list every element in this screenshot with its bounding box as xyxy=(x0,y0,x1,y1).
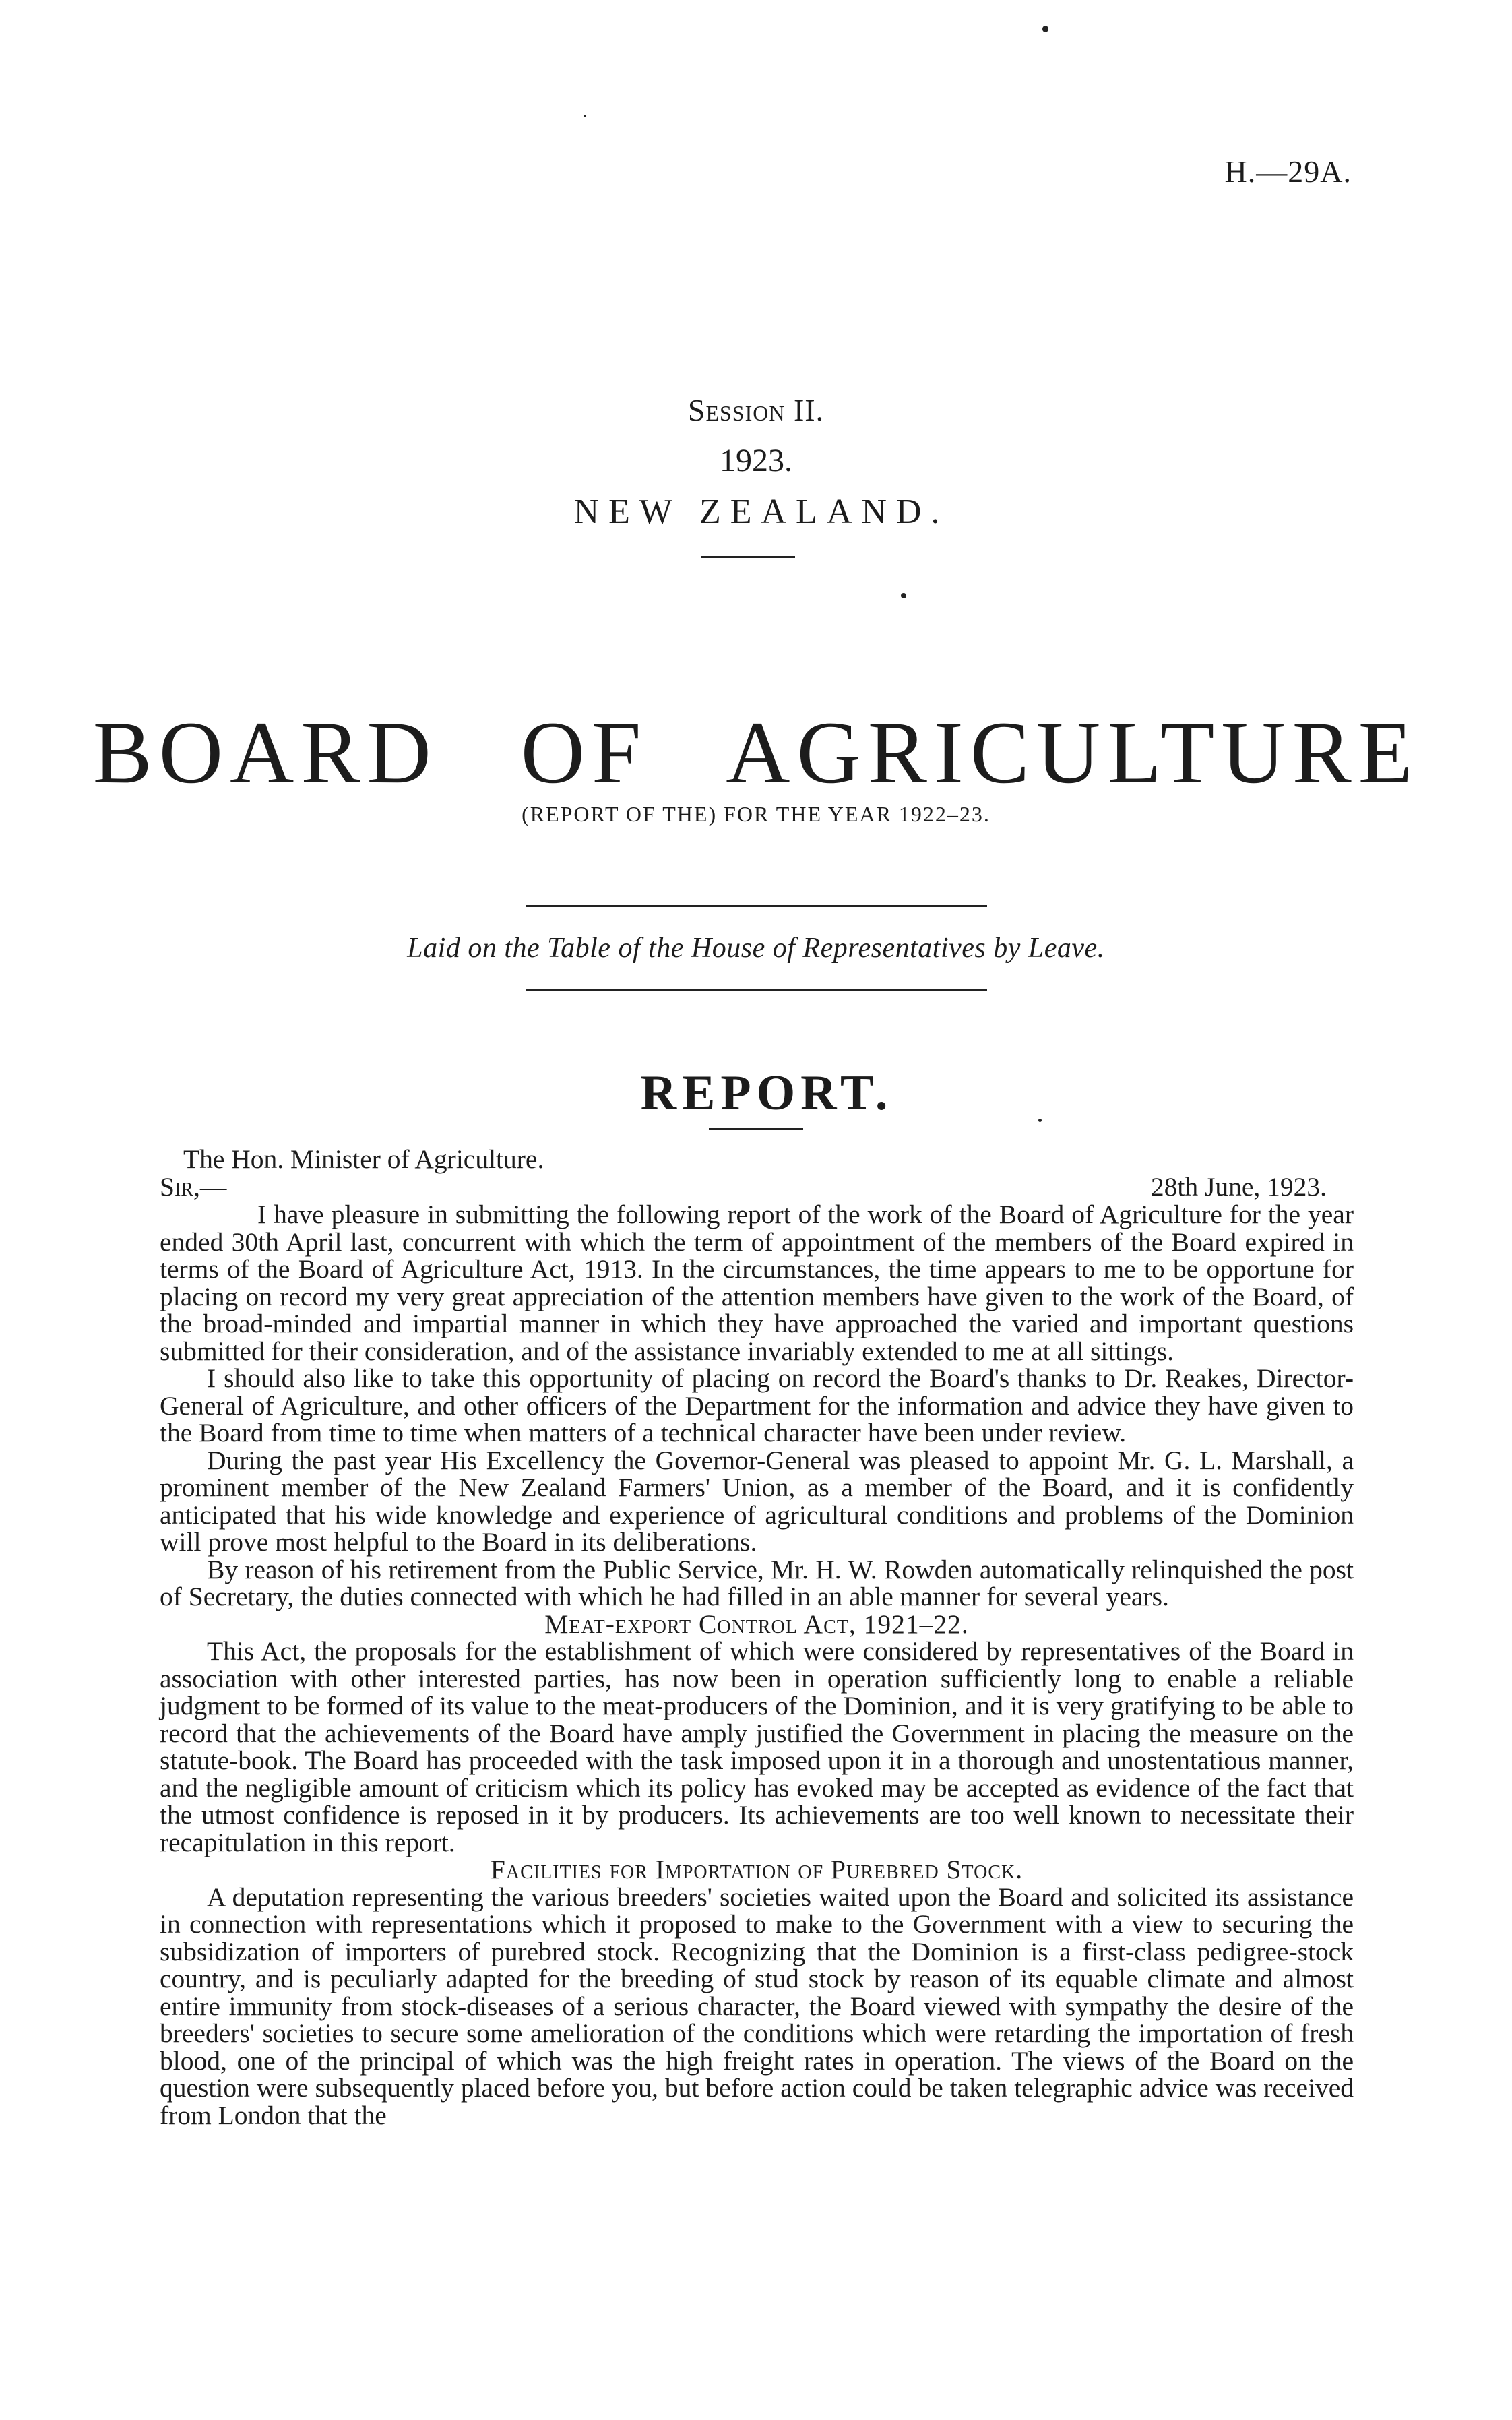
report-body xyxy=(160,1201,1354,2129)
print-speck xyxy=(1042,26,1048,32)
section-heading: Meat-export Control Act, 1921–22. xyxy=(544,1609,969,1639)
paragraph: This Act, the proposals for the establishment of which were considered by representatives of the Board in association with other interested parties, has now been in operation sufficiently long to enable a reliable judgment to be formed of its value to the meat-producers of the Dominion, and it is very gratifying to be able to record that the achievements of the Board have amply justified the Government in placing the measure on the statute-book. The Board has proceeded with the task imposed upon it in a thorough and unostentatious manner, and the negligible amount of criticism which its policy has evoked may be accepted as evidence of the fact that the utmost confidence is reposed in it by producers. Its achievements are too well known to necessitate their recapitulation in this report. xyxy=(160,1636,1354,1857)
paragraph: I have pleasure in submitting the following report of the work of the Board of Agriculture for the year ended 30th April last, concurrent with which the term of appointment of the members of the Board expired in terms of the Board of Agriculture Act, 1913. In the circumstances, the time appears to me to be opportune for placing on record my very great appreciation of the attention members have given to the work of the Board, of the broad-minded and impartial manner in which they have approached the varied and important questions submitted for their consideration, and of the assistance invariably extended to me at all sittings. xyxy=(160,1200,1354,1366)
main-title: BOARD OF AGRICULTURE xyxy=(92,703,1420,802)
print-speck xyxy=(901,593,906,598)
addressee: The Hon. Minister of Agriculture. xyxy=(183,1144,544,1174)
subtitle: (REPORT OF THE) FOR THE YEAR 1922–23. xyxy=(522,802,990,826)
laid-on-table-note: Laid on the Table of the House of Representatives by Leave. xyxy=(407,933,1105,964)
report-title: REPORT. xyxy=(640,1065,893,1121)
paragraph: I should also like to take this opportunity of placing on record the Board's thanks to Dr. Reakes, Director-General of Agriculture, and other officers of the Department for the information and advice they have given to the Board from time to time when matters of a technical character have been under review. xyxy=(160,1363,1354,1448)
session-label: Session II. xyxy=(687,393,825,427)
print-speck xyxy=(584,115,586,117)
divider xyxy=(701,556,795,558)
country-label: NEW ZEALAND. xyxy=(573,493,949,531)
paragraph: During the past year His Excellency the Governor-General was pleased to appoint Mr. G. L. Marshall, a prominent member of the New Zealand Farmers' Union, as a member of the Board, and it is confidently anticipated that his wide knowledge and experience of agricultural conditions and problems of the Dominion will prove most helpful to the Board in its deliberations. xyxy=(160,1445,1354,1557)
address-block xyxy=(160,1146,1354,1200)
section-heading: Facilities for Importation of Purebred Stock. xyxy=(490,1855,1023,1884)
divider xyxy=(526,905,987,907)
document-reference: H.—29A. xyxy=(1224,154,1352,189)
letter-date: 28th June, 1923. xyxy=(1150,1171,1327,1202)
paragraph: A deputation representing the various breeders' societies waited upon the Board and solicited its assistance in connection with representations which it proposed to make to the Government with a view to securing the subsidization of importers of purebred stock. Recognizing that the Dominion is a first-class pedigree-stock country, and is peculiarly adapted for the breeding of stud stock by reason of its equable climate and almost entire immunity from stock-diseases of a serious character, the Board viewed with sympathy the desire of the breeders' societies to secure some amelioration of the conditions which were retarding the importation of fresh blood, one of the principal of which was the high freight rates in operation. The views of the Board on the question were subsequently placed before you, but before action could be taken telegraphic advice was received from London that the xyxy=(160,1882,1354,2130)
year-label: 1923. xyxy=(720,443,792,478)
divider xyxy=(709,1128,803,1130)
divider xyxy=(526,989,987,991)
salutation: Sir,— xyxy=(160,1171,227,1202)
paragraph: By reason of his retirement from the Public Service, Mr. H. W. Rowden automatically relinquished the post of Secretary, the duties connected with which he had filled in an able manner for several years. xyxy=(160,1554,1354,1611)
salutation-row xyxy=(160,1173,1354,1201)
